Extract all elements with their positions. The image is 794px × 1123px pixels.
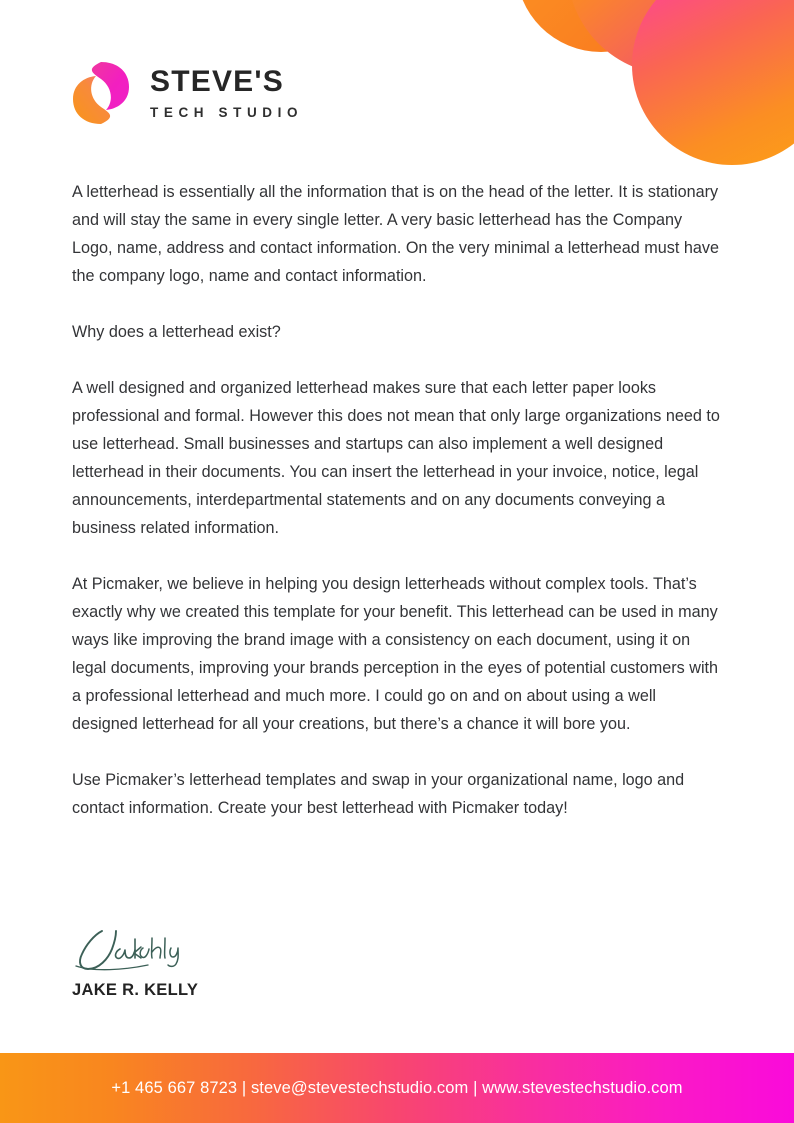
- brand-wordmark: [150, 66, 303, 120]
- decorative-circle-orange-top: [516, 0, 686, 52]
- body-paragraph: Why does a letterhead exist?: [72, 323, 281, 341]
- decorative-circle-magenta-corner: [684, 0, 794, 45]
- footer-contact-bar: [0, 1053, 794, 1123]
- decorative-circle-right-edge: [632, 0, 794, 165]
- brand-logo: [70, 57, 303, 129]
- signature-printed-name: JAKE R. KELLY: [72, 981, 199, 999]
- letter-body: [72, 178, 722, 822]
- footer-contact-text: +1 465 667 8723 | steve@stevestechstudio.com | www.stevestechstudio.com: [111, 1078, 683, 1097]
- body-paragraph: Use Picmaker’s letterhead templates and swap in your organizational name, logo and contact information. Create your best letterhead with Picmaker today!: [72, 771, 685, 817]
- brand-tagline: TECH STUDIO: [150, 104, 304, 120]
- handwritten-signature-icon: [72, 925, 190, 975]
- body-paragraph: A letterhead is essentially all the information that is on the head of the letter. It is stationary and will stay the same in every single letter. A very basic letterhead has the Company Logo, name, address and contact information. On the very minimal a letterhead must have the company logo, name and contact information.: [72, 183, 719, 285]
- brand-name: STEVE'S: [150, 65, 284, 99]
- decorative-circle-large-center: [567, 0, 782, 75]
- body-paragraph: A well designed and organized letterhead makes sure that each letter paper looks professional and formal. However this does not mean that only large organizations need to use letterhead. Small businesses and startups can also implement a well designed letterhead in their documents. You can insert the letterhead in your invoice, notice, legal announcements, interdepartmental statements and on any documents conveying a business related information.: [72, 379, 720, 537]
- s-swirl-logo-icon: [70, 57, 132, 129]
- body-paragraph: At Picmaker, we believe in helping you design letterheads without complex tools. That’s exactly why we created this template for your benefit. This letterhead can be used in many ways like improving the brand image with a consistency on each document, using it on legal documents, improving your brands perception in the eyes of potential customers with a professional letterhead and much more. I could go on and on about using a well designed letterhead for all your creations, but there’s a chance it will bore you.: [72, 575, 719, 733]
- signature-block: [72, 925, 198, 1000]
